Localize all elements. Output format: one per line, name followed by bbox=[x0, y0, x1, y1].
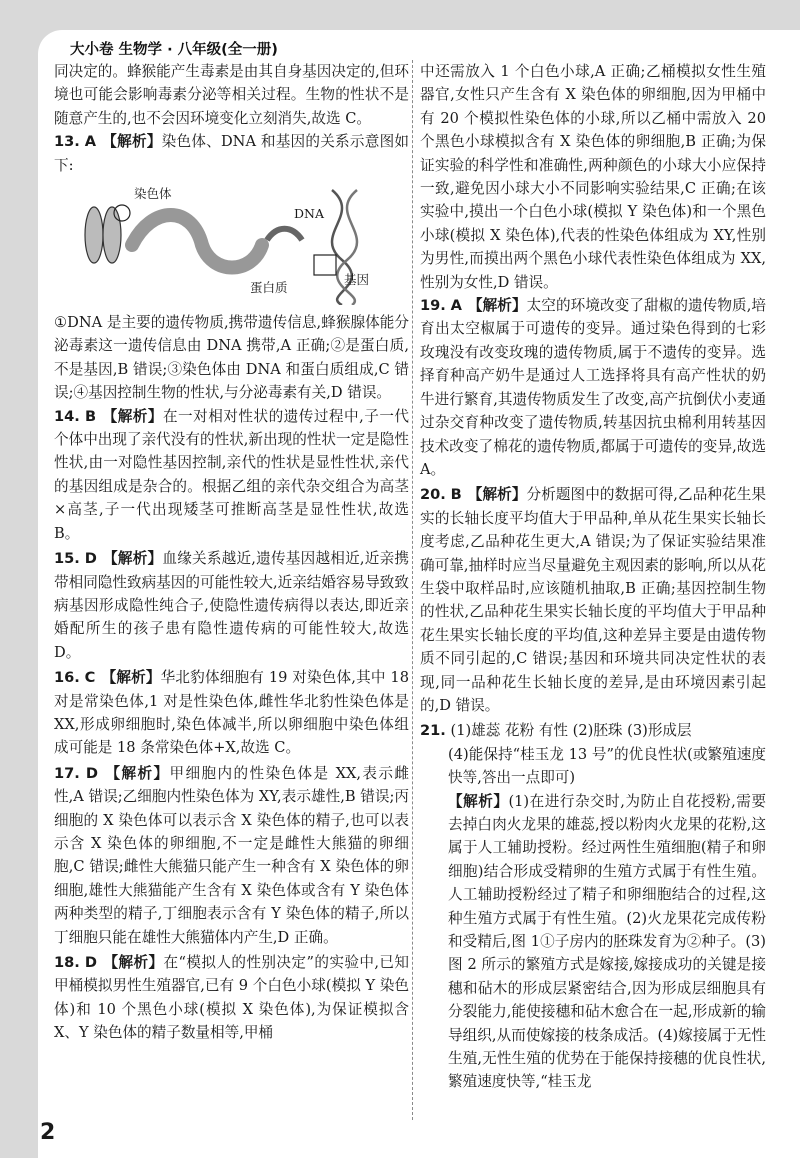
q21-explanation bbox=[420, 790, 766, 1094]
q17-number: 17. bbox=[54, 764, 80, 782]
q17-tag: 【解析】 bbox=[104, 764, 170, 782]
question-16 bbox=[54, 666, 409, 760]
question-19 bbox=[420, 294, 766, 481]
q18-continuation: 中还需放入 1 个白色小球,A 正确;乙桶模拟女性生殖器官,女性只产生含有 X 染色体的卵细胞,因为甲桶中有 20 个模拟性染色体的小球,所以乙桶中需放入 20 个黑色小球模拟含有 X 染色体的卵细胞,B 正确;为保证实验的科学性和准确性,两种颜色的小球大小应保持一致,避免因小球大小不同影响实验结果,C 正确;在该实验中,摸出一个白色小球(模拟 Y 染色体)和一个黑色小球(模拟 X 染色体),代表的性染色体组成为 XY,性别为男性,而摸出两个黑色小球代表性染色体组成为 XX,性别为女性,D 错误。 bbox=[420, 63, 766, 291]
question-17 bbox=[54, 762, 409, 949]
q15-tag: 【解析】 bbox=[102, 550, 163, 568]
q14-tag: 【解析】 bbox=[102, 407, 163, 425]
q20-answer: B bbox=[450, 486, 462, 504]
q19-number: 19. bbox=[420, 297, 446, 315]
question-14 bbox=[54, 405, 409, 545]
q15-text: 血缘关系越近,遗传基因越相近,近亲携带相同隐性致病基因的可能性较大,近亲结婚容易导致致病基因形成隐性纯合子,使隐性遗传病得以表达,即近亲婚配所生的孩子患有隐性遗传病的可能性较大,故选 D。 bbox=[54, 550, 410, 661]
q15-answer: D bbox=[84, 550, 97, 568]
q21-tag: 【解析】 bbox=[448, 792, 509, 810]
q13-tag: 【解析】 bbox=[102, 133, 162, 151]
q19-answer: A bbox=[450, 297, 462, 315]
question-20 bbox=[420, 483, 766, 717]
q21-answer-line2: (4)能保持“桂玉龙 13 号”的优良性状(或繁殖速度快等,答出一点即可) bbox=[448, 745, 766, 787]
q20-number: 20. bbox=[420, 486, 446, 504]
q21-number: 21. bbox=[420, 722, 446, 740]
q21-answer-line1: (1)雄蕊 花粉 有性 (2)胚珠 (3)形成层 bbox=[450, 722, 692, 740]
question-21 bbox=[420, 719, 766, 1094]
question-13 bbox=[54, 130, 409, 177]
answer-page bbox=[38, 30, 800, 1158]
q14-text: 在一对相对性状的遗传过程中,子一代个体中出现了亲代没有的性状,新出现的性状一定是隐性性状,由一对隐性基因控制,亲代的性状是显性性状,亲代的基因组成是杂合的。根据乙组的亲代杂交组合为高茎×高茎,子一代出现矮茎可推断高茎是显性性状,故选 B。 bbox=[54, 407, 409, 542]
q18-number: 18. bbox=[54, 954, 80, 971]
q20-tag: 【解析】 bbox=[467, 486, 527, 504]
label-chromosome: 染色体 bbox=[134, 186, 172, 202]
right-column bbox=[420, 60, 766, 1096]
q15-number: 15. bbox=[54, 550, 80, 568]
q16-text: 华北豹体细胞有 19 对染色体,其中 18 对是常染色体,1 对是性染色体,雌性华北豹性染色体是 XX,形成卵细胞时,染色体减半,所以卵细胞中染色体组成可能是 18 条常染色体+X,故选 C。 bbox=[54, 669, 409, 757]
q17-text: 甲细胞内的性染色体是 XX,表示雌性,A 错误;乙细胞内性染色体为 XY,表示雄性,B 错误;丙细胞的 X 染色体可以表示含 X 染色体的精子,也可以表示含 X 染色体的卵细胞,不一定是雌性大熊猫的卵细胞,C 错误;雌性大熊猫只能产生一种含有 X 染色体的卵细胞,雄性大熊猫能产生含有 X 染色体或含有 Y 染色体两种类型的精子,丁细胞表示含有 Y 染色体的精子,所以丁细胞只能在雄性大熊猫体内产生,D 正确。 bbox=[54, 764, 410, 946]
q20-text: 分析题图中的数据可得,乙品种花生果实的长轴长度平均值大于甲品种,单从花生果实长轴长度考虑,乙品种花生更大,A 错误;为了保证实验结果准确可靠,抽样时应当尽量避免主观因素的影响,所以从花生袋中取样品时,应该随机抽取,B 正确;基因控制生物的性状,乙品种花生果实长轴长度的平均值大于甲品种花生果实长轴长度的平均值,这种差异主要是由遗传物质不同引起的,C 错误;基因和环境共同决定性状的表现,同一品种花生长轴长度的差异,是由环境因素引起的,D 错误。 bbox=[420, 486, 766, 714]
label-gene: 基因 bbox=[344, 272, 370, 288]
label-dna: DNA bbox=[294, 206, 324, 222]
diagram-graphic bbox=[82, 185, 402, 305]
page-header: 大小卷 生物学 · 八年级(全一册) bbox=[70, 42, 278, 58]
q17-answer: D bbox=[85, 764, 99, 782]
q18-tag: 【解析】 bbox=[103, 954, 164, 971]
q13-answer: A bbox=[84, 133, 97, 151]
q16-number: 16. bbox=[54, 669, 80, 687]
q13-text: 染色体、DNA 和基因的关系示意图如下: bbox=[54, 133, 409, 174]
q16-answer: C bbox=[84, 669, 96, 687]
left-column bbox=[54, 60, 409, 1047]
q18-text: 在“模拟人的性别决定”的实验中,已知甲桶模拟男性生殖器官,已有 9 个白色小球(模拟 Y 染色体)和 10 个黑色小球(模拟 X 染色体),为保证模拟含 X、Y 染色体的精子数量相等,甲桶 bbox=[54, 954, 410, 1042]
q18-answer: D bbox=[84, 954, 98, 971]
q21-text: (1)在进行杂交时,为防止自花授粉,需要去掉白肉火龙果的雄蕊,授以粉肉火龙果的花粉,这属于人工辅助授粉。经过两性生殖细胞(精子和卵细胞)结合形成受精卵的生殖方式属于有性生殖。人工辅助授粉经过了精子和卵细胞结合的过程,这种生殖方式属于有性生殖。(2)火龙果花完成传粉和受精后,图 1①子房内的胚珠发育为②种子。(3)图 2 所示的繁殖方式是嫁接,嫁接成功的关键是接穗和砧木的形成层紧密结合,因为形成层细胞具有分裂能力,能使接穗和砧木愈合在一起,形成新的输导组织,从而使嫁接的枝条成活。(4)嫁接属于无性生殖,无性生殖的优势在于能保持接穗的优良性状,繁殖速度快等,“桂玉龙 bbox=[448, 792, 766, 1091]
chromosome-dna-gene-diagram bbox=[82, 185, 402, 305]
page-number: 2 bbox=[40, 1120, 56, 1145]
q14-answer: B bbox=[85, 407, 97, 425]
q13-after: ①DNA 是主要的遗传物质,携带遗传信息,蜂猴腺体能分泌毒素这一遗传信息由 DNA 携带,A 正确;②是蛋白质,不是基因,B 错误;③染色体由 DNA 和蛋白质组成,C 错误;④基因控制生物的性状,与分泌毒素有关,D 错误。 bbox=[54, 314, 409, 402]
q19-text: 太空的环境改变了甜椒的遗传物质,培育出太空椒属于可遗传的变异。通过染色得到的七彩玫瑰没有改变玫瑰的遗传物质,属于不遗传的变异。选择育种高产奶牛是通过人工选择将具有高产性状的奶牛进行繁育,其遗传物质发生了改变,高产抗倒伏小麦通过杂交育种改变了遗传物质,转基因抗虫棉利用转基因技术改变了棉花的遗传物质,都属于可遗传的变异,故选 A。 bbox=[420, 297, 766, 478]
question-18 bbox=[54, 951, 409, 1045]
column-divider bbox=[412, 60, 413, 1120]
q16-tag: 【解析】 bbox=[101, 669, 161, 687]
label-protein: 蛋白质 bbox=[250, 280, 288, 296]
intro-paragraph: 同决定的。蜂猴能产生毒素是由其自身基因决定的,但环境也可能会影响毒素分泌等相关过程。生物的性状不是随意产生的,也不会因环境变化立刻消失,故选 C。 bbox=[54, 63, 409, 127]
q13-number: 13. bbox=[54, 133, 80, 151]
q19-tag: 【解析】 bbox=[467, 297, 527, 315]
question-15 bbox=[54, 547, 409, 664]
q14-number: 14. bbox=[54, 407, 80, 425]
